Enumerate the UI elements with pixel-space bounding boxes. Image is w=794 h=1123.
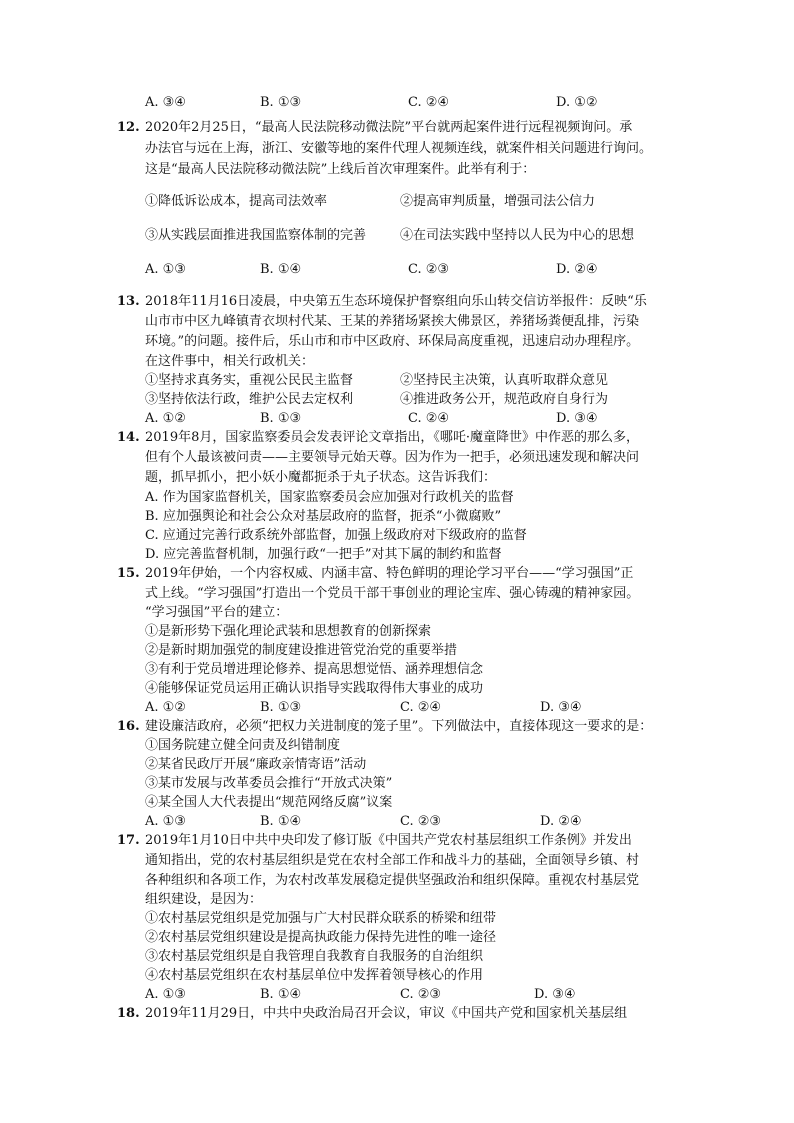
answer-option-d[interactable]: D. ③④: [534, 987, 576, 1002]
answer-option-a[interactable]: A. ①②: [145, 700, 186, 715]
question-text-line: 环境。”的问题。接件后，乐山市和市中区政府、环保局高度重视，迅速启动办理程序。: [145, 334, 640, 349]
question-number: 15.: [117, 566, 140, 581]
question-text-line: 2018年11月16日凌晨，中央第五生态环境保护督察组向乐山转交信访举报件：反映“乐: [145, 294, 647, 309]
statement-option: ④某全国人大代表提出“规范网络反腐”议案: [145, 795, 393, 810]
statement-option: ①降低诉讼成本，提高司法效率: [145, 194, 328, 209]
statement-option: ①国务院建立健全问责及纠错制度: [145, 738, 341, 753]
statement-option: ③某市发展与改革委员会推行“开放式决策”: [145, 776, 393, 791]
question-text-line: 2020年2月25日，“最高人民法院移动微法院”平台就两起案件进行远程视频询问。承: [145, 120, 633, 135]
statement-option: ②提高审判质量，增强司法公信力: [400, 194, 596, 209]
answer-option-c[interactable]: C. ②④: [408, 411, 450, 426]
question-text-line: 2019年1月10日中共中央印发了修订版《中国共产党农村基层组织工作条例》并发出: [145, 833, 632, 848]
question-text-line: 式上线。“学习强国”打造出一个党员干部干事创业的理论宝库、强心铸魂的精神家园。: [145, 586, 640, 601]
question-text-line: 山市市中区九峰镇青衣坝村代某、王某的养猪场紧挨大佛景区，养猪场粪便乱排，污染: [145, 314, 640, 329]
answer-option-b[interactable]: B. ①③: [260, 95, 302, 110]
answer-option-c[interactable]: C. ②④: [408, 95, 450, 110]
answer-option-c[interactable]: C. ②④: [400, 700, 442, 715]
question-number: 16.: [117, 719, 140, 734]
statement-option: ③从实践层面推进我国监察体制的完善: [145, 228, 367, 243]
answer-option-a[interactable]: A. 作为国家监督机关，国家监察委员会应加强对行政机关的监督: [145, 490, 514, 505]
question-text-line: 2019年11月29日，中共中央政治局召开会议，审议《中国共产党和国家机关基层组: [145, 1006, 628, 1021]
answer-option-c[interactable]: C. ②③: [408, 262, 450, 277]
question-text-line: 2019年伊始，一个内容权威、内涵丰富、特色鲜明的理论学习平台——“学习强国”正: [145, 566, 634, 581]
question-text-line: 组织建设，是因为：: [145, 892, 263, 907]
answer-option-c[interactable]: C. 应通过完善行政系统外部监督，加强上级政府对下级政府的监督: [145, 528, 527, 543]
statement-option: ④能够保证党员运用正确认识指导实践取得伟大事业的成功: [145, 681, 484, 696]
question-text-line: 2019年8月，国家监察委员会发表评论文章指出，《哪吒·魔童降世》中作恶的那么多，: [145, 430, 639, 445]
answer-option-b[interactable]: B. ①④: [260, 814, 302, 829]
statement-option: ④在司法实践中坚持以人民为中心的思想: [400, 228, 635, 243]
statement-option: ②农村基层党组织建设是提高执政能力保持先进性的唯一途径: [145, 930, 497, 945]
question-text-line: 通知指出，党的农村基层组织是党在农村全部工作和战斗力的基础，全面领导乡镇、村: [145, 853, 640, 868]
statement-option: ④推进政务公开，规范政府自身行为: [400, 392, 609, 407]
answer-option-b[interactable]: B. ①④: [260, 987, 302, 1002]
statement-option: ②坚持民主决策，认真听取群众意见: [400, 373, 609, 388]
question-text-line: 这是“最高人民法院移动微法院”上线后首次审理案件。此举有利于：: [145, 162, 536, 177]
answer-option-a[interactable]: A. ①③: [145, 814, 186, 829]
answer-option-a[interactable]: A. ①③: [145, 987, 186, 1002]
answer-option-b[interactable]: B. ①④: [260, 262, 302, 277]
answer-option-d[interactable]: D. ①②: [556, 95, 598, 110]
question-text-line: 办法官与远在上海，浙江、安徽等地的案件代理人视频连线，就案件相关问题进行询问。: [145, 141, 653, 156]
statement-option: ②是新时期加强党的制度建设推进管党治党的重要举措: [145, 643, 458, 658]
answer-option-d[interactable]: D. ③④: [540, 700, 582, 715]
answer-option-b[interactable]: B. 应加强舆论和社会公众对基层政府的监督，扼杀“小微腐败”: [145, 509, 502, 524]
answer-option-c[interactable]: C. ②③: [400, 814, 442, 829]
question-text-line: 各种组织和各项工作，为农村改革发展稳定提供坚强政治和组织保障。重视农村基层党: [145, 873, 640, 888]
question-number: 12.: [117, 120, 140, 135]
answer-option-b[interactable]: B. ①③: [260, 411, 302, 426]
answer-option-d[interactable]: D. ②④: [540, 814, 582, 829]
statement-option: ①是新形势下强化理论武装和思想教育的创新探索: [145, 624, 432, 639]
question-text-line: “学习强国”平台的建立：: [145, 605, 289, 620]
question-text-line: 但有个人最该被问责——主要领导元始天尊。因为作为一把手，必须迅速发现和解决问: [145, 450, 640, 465]
question-number: 13.: [117, 294, 140, 309]
answer-option-a[interactable]: A. ③④: [145, 95, 186, 110]
statement-option: ③有利于党员增进理论修养、提高思想觉悟、涵养理想信念: [145, 662, 484, 677]
statement-option: ④农村基层党组织在农村基层单位中发挥着领导核心的作用: [145, 968, 484, 983]
question-text-line: 在这件事中，相关行政机关：: [145, 354, 315, 369]
answer-option-d[interactable]: D. ③④: [556, 411, 598, 426]
statement-option: ①农村基层党组织是党加强与广大村民群众联系的桥梁和纽带: [145, 911, 497, 926]
statement-option: ③坚持依法行政，维护公民去定权利: [145, 392, 354, 407]
statement-option: ③农村基层党组织是自我管理自我教育自我服务的自治组织: [145, 949, 484, 964]
question-number: 18.: [117, 1006, 140, 1021]
question-text-line: 题，抓早抓小，把小妖小魔都扼杀于丸子状态。这告诉我们：: [145, 470, 497, 485]
statement-option: ①坚持求真务实，重视公民民主监督: [145, 373, 354, 388]
answer-option-d[interactable]: D. ②④: [556, 262, 598, 277]
answer-option-d[interactable]: D. 应完善监督机制，加强行政“一把手”对其下属的制约和监督: [145, 547, 502, 562]
question-text-line: 建设廉洁政府，必须“把权力关进制度的笼子里”。下列做法中，直接体现这一要求的是：: [145, 719, 653, 734]
answer-option-a[interactable]: A. ①③: [145, 262, 186, 277]
question-number: 17.: [117, 833, 140, 848]
statement-option: ②某省民政厅开展“廉政亲情寄语”活动: [145, 757, 367, 772]
answer-option-b[interactable]: B. ①③: [260, 700, 302, 715]
answer-option-c[interactable]: C. ②③: [400, 987, 442, 1002]
question-number: 14.: [117, 430, 140, 445]
answer-option-a[interactable]: A. ①②: [145, 411, 186, 426]
